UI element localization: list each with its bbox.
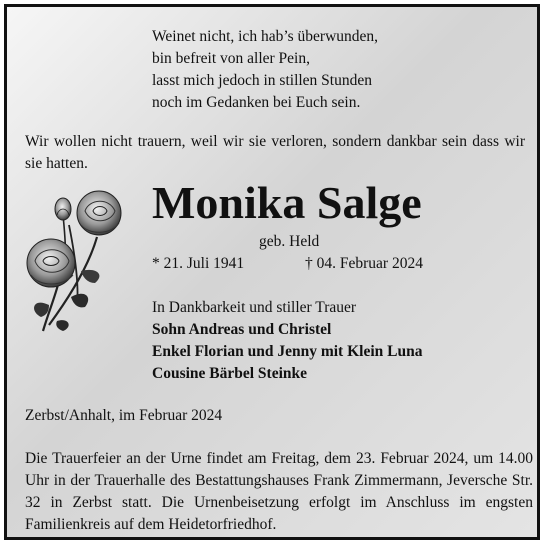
deceased-name: Monika Salge	[152, 177, 422, 228]
intro-quote: Wir wollen nicht trauern, weil wir sie verloren, sondern dankbar sein dass wir sie hatten.	[25, 133, 525, 172]
funeral-info: Die Trauerfeier an der Urne findet am Freitag, dem 23. Februar 2024, um 14.00 Uhr in der Trauerhalle des Bestattungshauses Frank Zimmermann, Jeversche Str. 32 in Zerbst statt. Die Urnenbeisetzung erfolgt im Anschluss im engsten Familienkreis auf dem Heidetorfriedhof.	[25, 450, 533, 533]
mourners-intro: In Dankbarkeit und stiller Trauer	[152, 299, 357, 316]
poem-line: lasst mich jedoch in stillen Stunden	[152, 72, 372, 89]
death-date: † 04. Februar 2024	[305, 255, 423, 272]
poem	[152, 26, 378, 114]
poem-line: noch im Gedanken bei Euch sein.	[152, 94, 361, 111]
mourner-line: Enkel Florian und Jenny mit Klein Luna	[152, 343, 423, 360]
mourners	[152, 297, 422, 385]
birth-date: * 21. Juli 1941	[152, 255, 245, 272]
poem-line: bin befreit von aller Pein,	[152, 50, 310, 67]
maiden-name: geb. Held	[259, 233, 320, 250]
obituary-card	[4, 4, 540, 540]
roses-icon	[19, 185, 129, 335]
poem-line: Weinet nicht, ich hab’s überwunden,	[152, 28, 379, 45]
mourner-line: Cousine Bärbel Steinke	[152, 365, 308, 382]
mourner-line: Sohn Andreas und Christel	[152, 321, 332, 338]
place-date: Zerbst/Anhalt, im Februar 2024	[25, 407, 223, 424]
